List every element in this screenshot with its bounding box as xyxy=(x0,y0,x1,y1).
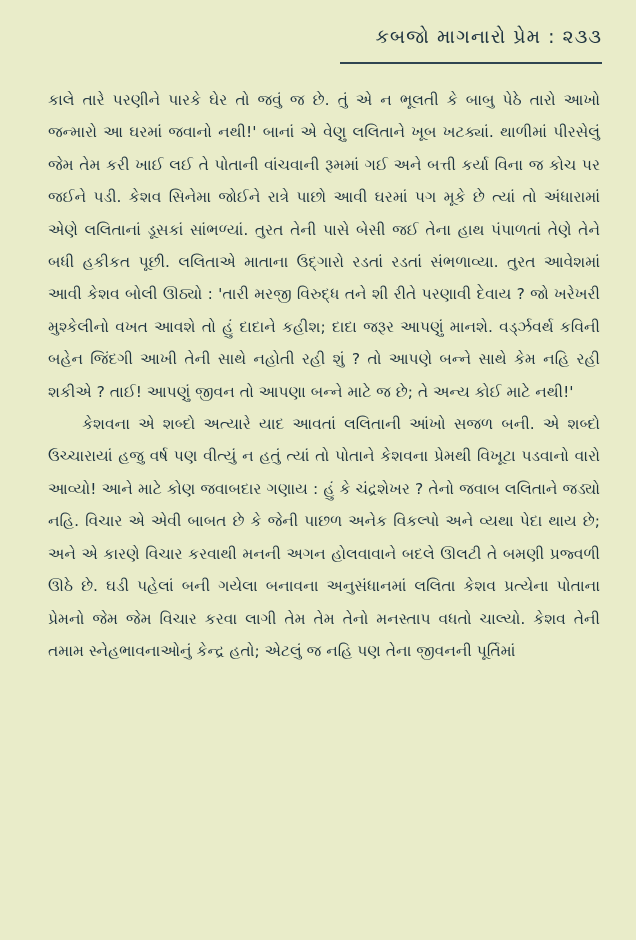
header-rule xyxy=(340,58,602,64)
paragraph-2: કેશવના એ શબ્દો અત્યારે યાદ આવતાં લલિતાની આંખો સજળ બની. એ શબ્દો ઉચ્ચારાયાં હજુ વર્ષ પણ વીત્યું ન હતું ત્યાં તો પોતાને કેશવના પ્રેમથી વિખૂટા પડવાનો વારો આવ્યો! આને માટે કોણ જવાબદાર ગણાય : હું કે ચંદ્રશેખર ? તેનો જવાબ લલિતાને જડ્યો નહિ. વિચાર એ એવી બાબત છે કે જેની પાછળ અનેક વિકલ્પો અને વ્યથા પેદા થાય છે; અને એ કારણે વિચાર કરવાથી મનની અગન હોલવાવાને બદલે ઊલટી તે બમણી પ્રજ્વળી ઊઠે છે. ઘડી પહેલાં બની ગયેલા બનાવના અનુસંધાનમાં લલિતા કેશવ પ્રત્યેના પોતાના પ્રેમનો જેમ જેમ વિચાર કરવા લાગી તેમ તેમ તેનો મનસ્તાપ વધતો ચાલ્યો. કેશવ તેની તમામ સ્નેહભાવનાઓનું કેન્દ્ર હતો; એટલું જ નહિ પણ તેના જીવનની પૂર્તિમાં xyxy=(48,415,600,660)
paragraph-1: કાલે તારે પરણીને પારકે ઘેર તો જવું જ છે. તું એ ન ભૂલતી કે બાબુ પેઠે તારો આખો જન્મારો આ ઘરમાં જવાનો નથી!' બાનાં એ વેણુ લલિતાને ખૂબ ખટક્યાં. થાળીમાં પીરસેલું જેમ તેમ કરી ખાઈ લઈ તે પોતાની વાંચવાની રૂમમાં ગઈ અને બત્તી કર્યા વિના જ કોચ પર જઈને પડી. કેશવ સિનેમા જોઈને રાત્રે પાછો આવી ઘરમાં પગ મૂકે છે ત્યાં તો અંધારામાં એણે લલિતાનાં ડૂસકાં સાંભળ્યાં. તુરત તેની પાસે બેસી જઈ તેના હાથ પંપાળતાં તેણે તેને બધી હકીકત પૂછી. લલિતાએ માતાના ઉદ્ગારો રડતાં રડતાં સંભળાવ્યા. તુરત આવેશમાં આવી કેશવ બોલી ઊઠ્યો : 'તારી મરજી વિરુદ્ધ તને શી રીતે પરણાવી દેવાય ? જો ખરેખરી મુશ્કેલીનો વખત આવશે તો હું દાદાને કહીશ; દાદા જરૂર આપણું માનશે. વર્ડ્ઝવર્થ કવિની બહેન જિંદગી આખી તેની સાથે નહોતી રહી શું ? તો આપણે બન્ને સાથે કેમ નહિ રહી શકીએ ? તાઈ! આપણું જીવન તો આપણા બન્ને માટે જ છે; તે અન્ય કોઈ માટે નથી!' xyxy=(48,91,600,401)
body-text xyxy=(48,84,600,667)
running-header: કબજો માગનારો પ્રેમ : ૨૩૩ xyxy=(375,26,602,48)
